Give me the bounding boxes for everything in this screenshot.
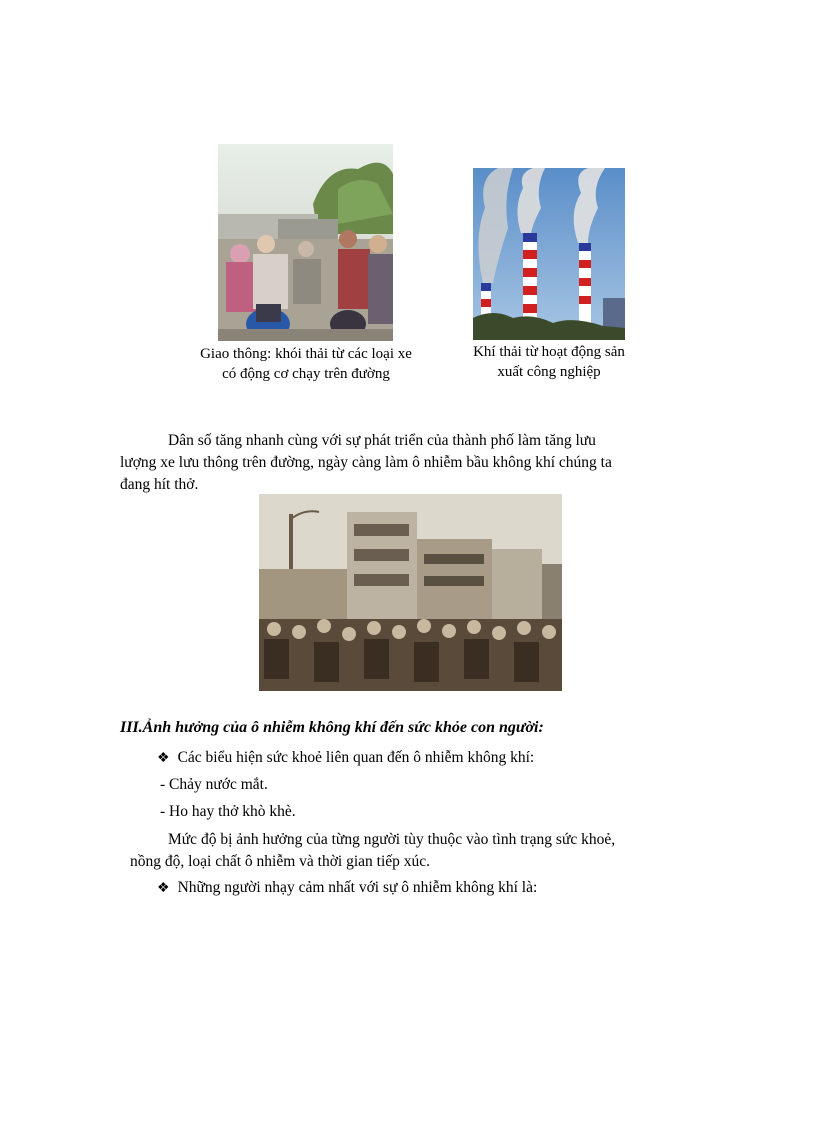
paragraph-line: lượng xe lưu thông trên đường, ngày càng làm ô nhiễm bầu không khí chúng ta (120, 454, 612, 471)
paragraph-line: nồng độ, loại chất ô nhiễm và thời gian tiếp xúc. (130, 853, 431, 870)
caption-line: có động cơ chạy trên đường (222, 366, 390, 382)
caption-line: Giao thông: khói thải từ các loại xe (200, 346, 412, 362)
paragraph-line: đang hít thở. (120, 476, 199, 493)
figure-caption-factory (446, 342, 652, 382)
bullet-item-health-symptoms (157, 747, 677, 770)
section-heading: III.Ảnh hưởng của ô nhiễm không khí đến sức khỏe con người: (120, 719, 544, 736)
traffic-photo (218, 144, 393, 341)
caption-line: Khí thải từ hoạt động sản (473, 344, 625, 360)
factory-chimney-photo (473, 168, 625, 340)
exposure-paragraph (130, 829, 675, 873)
street-traffic-photo (259, 494, 562, 691)
caption-line: xuất công nghiệp (497, 364, 601, 380)
bullet-item-sensitive-groups (157, 877, 677, 900)
diamond-bullet-icon: ❖ (157, 881, 170, 896)
list-item: - Ho hay thở khò khè. (160, 803, 296, 820)
paragraph-line: Mức độ bị ảnh hưởng của từng người tùy thuộc vào tình trạng sức khoẻ, (168, 831, 616, 848)
figure-caption-traffic (168, 344, 444, 384)
bullet-text: Các biểu hiện sức khoẻ liên quan đến ô nhiễm không khí: (177, 749, 535, 766)
list-item: - Chảy nước mắt. (160, 776, 268, 793)
diamond-bullet-icon: ❖ (157, 751, 170, 766)
bullet-text: Những người nhạy cảm nhất với sự ô nhiễm không khí là: (177, 879, 538, 896)
population-paragraph (120, 430, 691, 496)
paragraph-line: Dân số tăng nhanh cùng với sự phát triển của thành phố làm tăng lưu (168, 432, 596, 449)
